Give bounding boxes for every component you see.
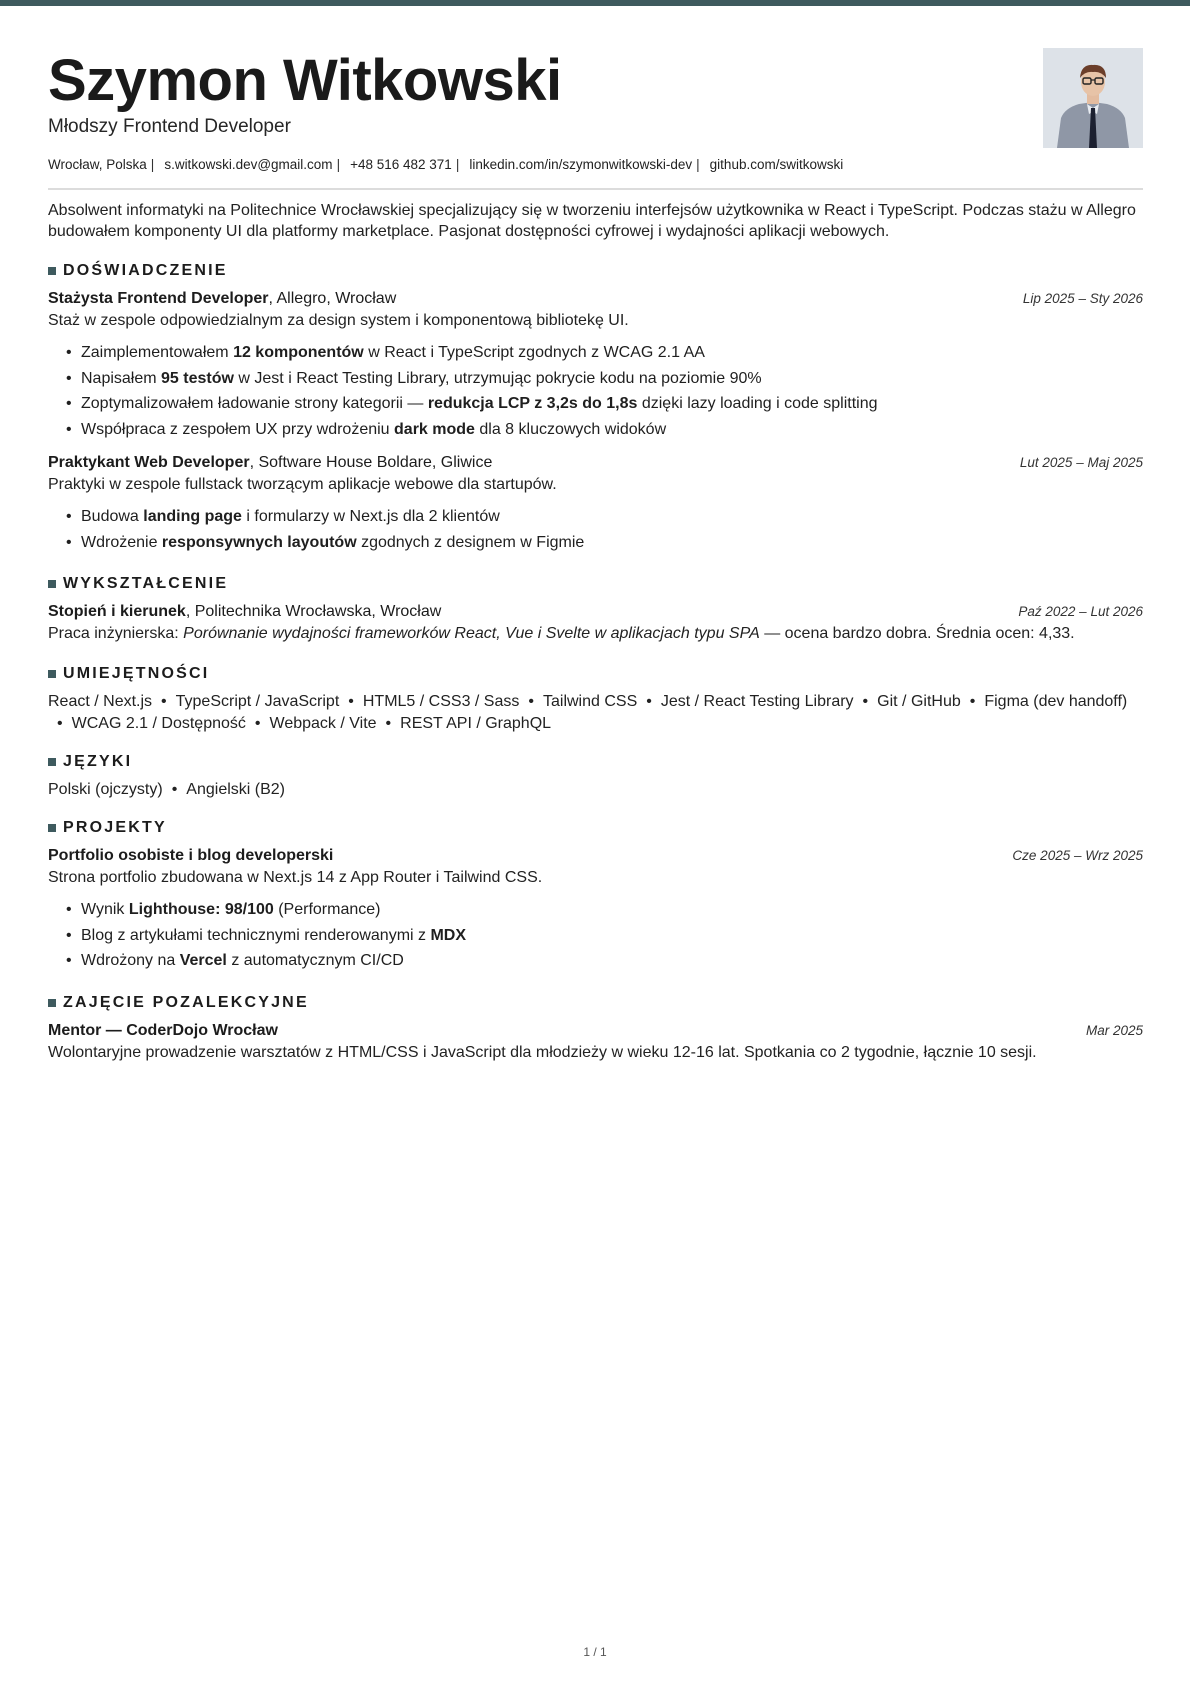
project-title: Portfolio osobiste i blog developerski — [48, 847, 334, 864]
activity-date: Mar 2025 — [1085, 1022, 1143, 1038]
job-title: Stażysta Frontend Developer — [48, 290, 269, 307]
section-languages — [48, 753, 1143, 801]
contact-email[interactable]: s.witkowski.dev@gmail.com — [164, 157, 333, 172]
skill-item: Jest / React Testing Library — [660, 693, 854, 710]
section-title-text: DOŚWIADCZENIE — [63, 262, 228, 279]
section-title-text: UMIEJĘTNOŚCI — [63, 665, 210, 682]
contact-linkedin[interactable]: linkedin.com/in/szymonwitkowski-dev — [469, 157, 693, 172]
project-date: Cze 2025 – Wrz 2025 — [1012, 848, 1143, 863]
experience-entry — [48, 452, 1143, 555]
entry-heading — [48, 452, 492, 474]
section-title-text: WYKSZTAŁCENIE — [63, 575, 229, 592]
contact-info — [48, 157, 843, 172]
skill-item: React / Next.js — [48, 693, 153, 710]
activity-title: Mentor — CoderDojo Wrocław — [48, 1021, 278, 1039]
page-number: 1 / 1 — [583, 1645, 607, 1659]
job-date: Lip 2025 – Sty 2026 — [1022, 291, 1143, 306]
summary-text: Absolwent informatyki na Politechnice Wrocławskiej specjalizujący się w tworzeniu interfejsów użytkownika w React i TypeScript. Podczas stażu w Allegro budowałem komponenty UI dla platformy marketplace. Pasjonat dostępności cyfrowej i wydajności aplikacji webowych. — [48, 202, 1136, 240]
bullet-item: • Blog z artykułami technicznymi renderowanymi z MDX — [81, 923, 1143, 949]
section-square-icon — [48, 267, 56, 275]
section-title-extracurricular — [48, 994, 1143, 1012]
skills-list: React / Next.js • TypeScript / JavaScript • HTML5 / CSS3 / Sass • Tailwind CSS • Jest / React Testing Library • Git / GitHub • Figma (dev handoff)• WCAG 2.1 / Dostępność • Webpack / Vite • REST API / GraphQL — [48, 693, 1128, 732]
resume-page — [48, 0, 1143, 1064]
section-title-experience — [48, 262, 1143, 280]
bullet-item: • Wdrożony na Vercel z automatycznym CI/CD — [81, 948, 1143, 974]
section-title-text: PROJEKTY — [63, 819, 167, 836]
job-bullets — [81, 340, 1143, 442]
bullet-item: • Budowa landing page i formularzy w Next.js dla 2 klientów — [81, 504, 1143, 530]
contact-separator: | — [455, 157, 460, 172]
language-item: Polski (ojczysty) — [48, 781, 163, 798]
section-extracurricular — [48, 994, 1143, 1064]
section-title-text: JĘZYKI — [63, 753, 133, 770]
job-org: , Allegro, Wrocław — [268, 290, 397, 307]
project-description: Strona portfolio zbudowana w Next.js 14 z App Router i Tailwind CSS. — [48, 869, 543, 886]
section-title-languages — [48, 753, 1143, 771]
section-projects — [48, 819, 1143, 974]
header-divider — [48, 188, 1143, 190]
entry-heading — [48, 601, 441, 623]
section-skills — [48, 665, 1143, 735]
project-bullets — [81, 897, 1143, 974]
skill-item: Git / GitHub — [877, 693, 961, 710]
bullet-item: • Współpraca z zespołem UX przy wdrożeniu dark mode dla 8 kluczowych widoków — [81, 417, 1143, 443]
section-education — [48, 575, 1143, 645]
skill-item: Tailwind CSS — [542, 693, 638, 710]
contact-separator: | — [150, 157, 155, 172]
skill-item: Figma (dev handoff) — [984, 693, 1128, 710]
school-name: , Politechnika Wrocławska, Wrocław — [185, 603, 442, 620]
section-experience — [48, 262, 1143, 555]
skill-item: Webpack / Vite — [269, 715, 377, 732]
bullet-item: • Napisałem 95 testów w Jest i React Testing Library, utrzymując pokrycie kodu na poziomie 90% — [81, 366, 1143, 392]
education-date: Paź 2022 – Lut 2026 — [1018, 604, 1143, 619]
job-bullets — [81, 504, 1143, 555]
contact-github[interactable]: github.com/switkowski — [709, 157, 844, 172]
section-title-education — [48, 575, 1143, 593]
bullet-item: • Zoptymalizowałem ładowanie strony kategorii — redukcja LCP z 3,2s do 1,8s dzięki lazy loading i code splitting — [81, 391, 1143, 417]
experience-entry — [48, 288, 1143, 442]
job-date: Lut 2025 – Maj 2025 — [1019, 455, 1143, 470]
thesis-title: Porównanie wydajności frameworków React, Vue i Svelte w aplikacjach typu SPA — [183, 625, 760, 642]
education-description: Praca inżynierska: Porównanie wydajności frameworków React, Vue i Svelte w aplikacjach typu SPA — ocena bardzo dobra. Średnia ocen: 4,33. — [48, 625, 1075, 642]
section-square-icon — [48, 670, 56, 678]
contact-phone[interactable]: +48 516 482 371 — [350, 157, 452, 172]
job-org: , Software House Boldare, Gliwice — [249, 454, 493, 471]
job-title: Praktykant Web Developer — [48, 454, 250, 471]
skill-item: REST API / GraphQL — [400, 715, 552, 732]
entry-heading — [48, 288, 396, 310]
section-title-text: ZAJĘCIE POZALEKCYJNE — [63, 993, 309, 1011]
resume-header — [48, 0, 1143, 196]
section-square-icon — [48, 824, 56, 832]
candidate-name: Szymon Witkowski — [48, 48, 562, 113]
contact-separator: | — [336, 157, 341, 172]
section-square-icon — [48, 999, 56, 1007]
job-description: Staż w zespole odpowiedzialnym za design system i komponentową bibliotekę UI. — [48, 312, 629, 329]
section-title-projects — [48, 819, 1143, 837]
section-title-skills — [48, 665, 1143, 683]
languages-list: Polski (ojczysty) • Angielski (B2) — [48, 781, 285, 798]
candidate-role: Młodszy Frontend Developer — [48, 116, 291, 137]
profile-photo — [1043, 48, 1143, 148]
entry-heading — [48, 1020, 278, 1042]
job-description: Praktyki w zespole fullstack tworzącym aplikacje webowe dla startupów. — [48, 476, 557, 493]
section-square-icon — [48, 580, 56, 588]
bullet-item: • Wdrożenie responsywnych layoutów zgodnych z designem w Figmie — [81, 530, 1143, 556]
section-square-icon — [48, 758, 56, 766]
skill-item: HTML5 / CSS3 / Sass — [362, 693, 520, 710]
skill-item: TypeScript / JavaScript — [175, 693, 340, 710]
activity-description: Wolontaryjne prowadzenie warsztatów z HTML/CSS i JavaScript dla młodzieży w wieku 12-16 lat. Spotkania co 2 tygodnie, łącznie 10 sesji. — [48, 1043, 1037, 1061]
bullet-item: • Zaimplementowałem 12 komponentów w React i TypeScript zgodnych z WCAG 2.1 AA — [81, 340, 1143, 366]
contact-location: Wrocław, Polska — [48, 157, 147, 172]
contact-separator: | — [696, 157, 700, 172]
skill-item: WCAG 2.1 / Dostępność — [71, 715, 246, 732]
entry-heading — [48, 845, 333, 867]
person-photo-icon — [1043, 48, 1143, 148]
language-item: Angielski (B2) — [186, 781, 285, 798]
bullet-item: • Wynik Lighthouse: 98/100 (Performance) — [81, 897, 1143, 923]
degree-title: Stopień i kierunek — [48, 603, 186, 620]
